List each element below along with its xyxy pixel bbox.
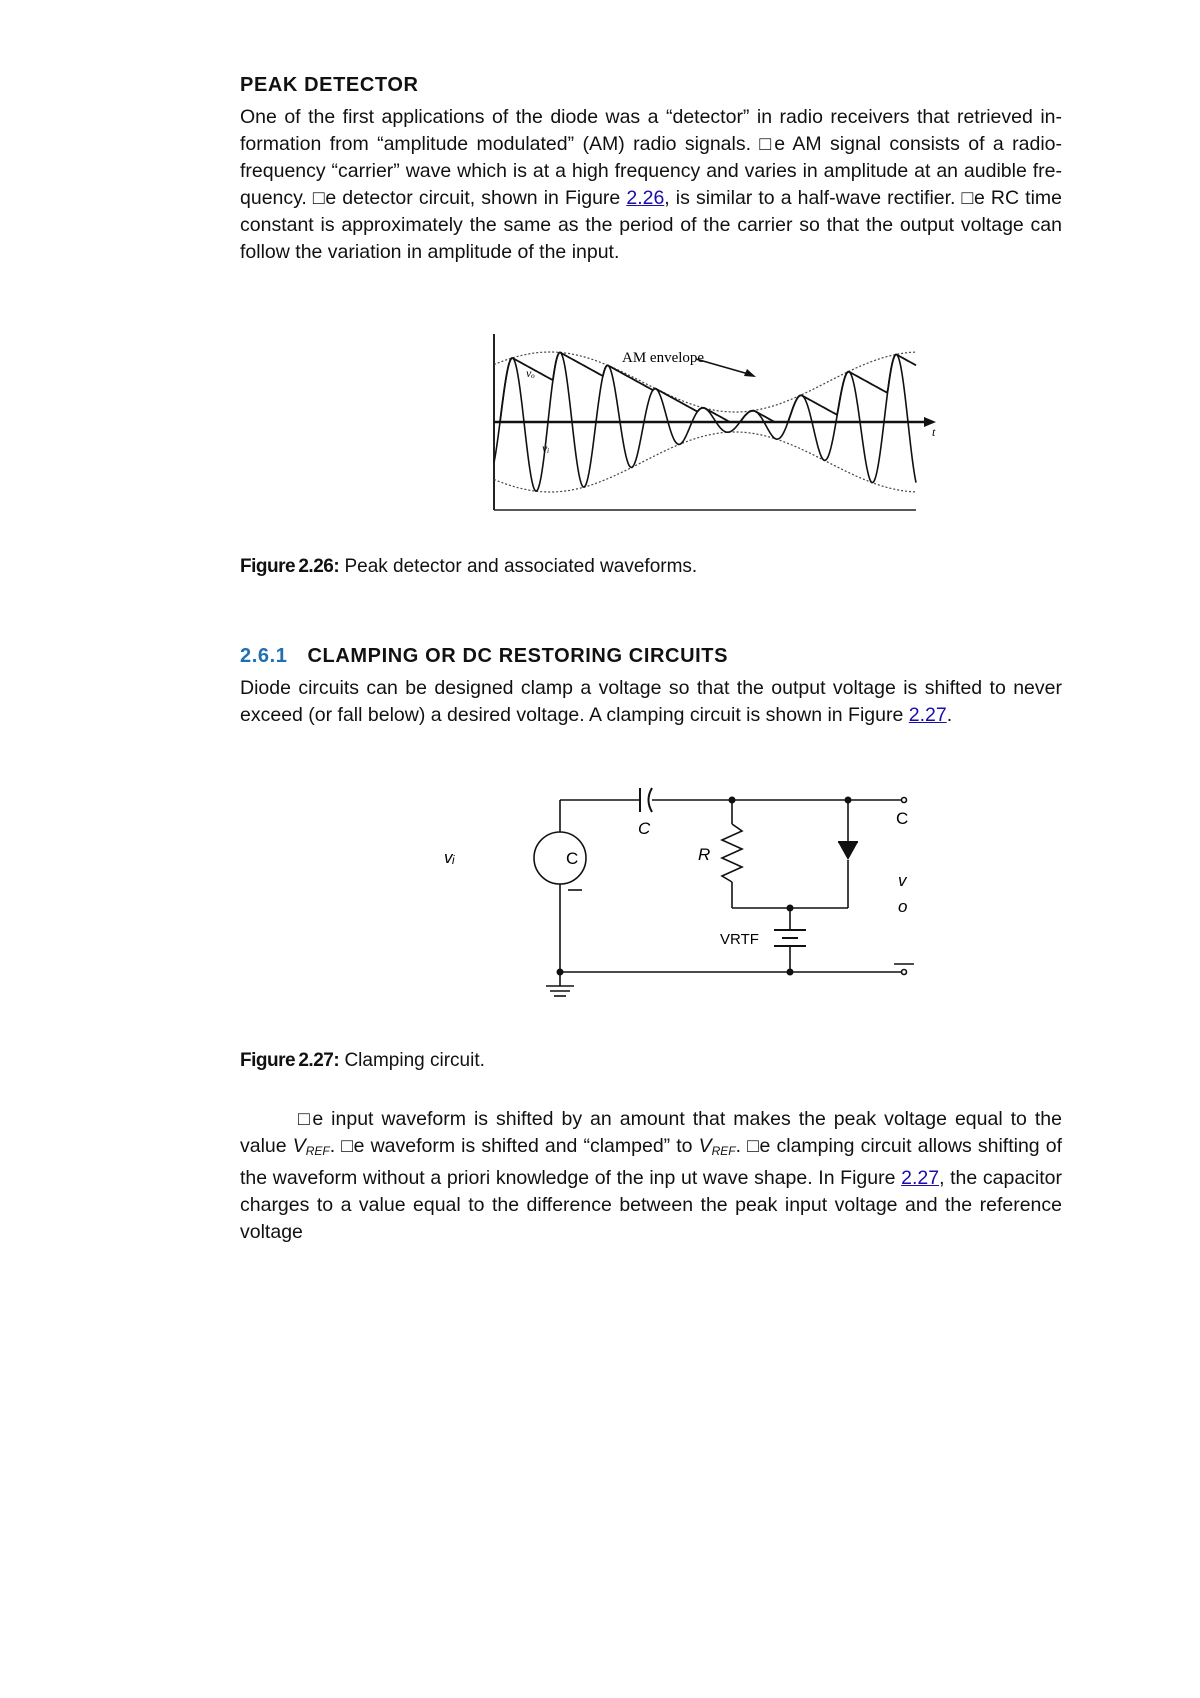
source-label: C (566, 849, 579, 868)
capacitor-label: C (638, 819, 651, 838)
am-waveform-figure (490, 332, 950, 514)
body-paragraph (240, 104, 1062, 266)
symbol-subscript: REF (711, 1144, 736, 1158)
paragraph-text: . □e waveform is shifted and “clamped” to (329, 1135, 699, 1157)
caption-text: Clamping circuit. (339, 1050, 485, 1071)
paragraph-text: , the capacitor charges to a value equal to the difference between the peak input voltage and the reference voltage (240, 1167, 1062, 1243)
vi-label: vᵢ (542, 441, 550, 455)
vo-label: vₒ (526, 366, 535, 380)
envelope-arrowhead (744, 369, 756, 377)
clamping-circuit-figure (440, 786, 920, 1016)
section-heading: PEAK DETECTOR (240, 74, 419, 96)
caption-text: Peak detector and associated waveforms. (339, 556, 698, 577)
envelope-label: AM envelope (622, 350, 705, 366)
caption-label: Figure 2.26: (240, 556, 340, 577)
paragraph-text: , is similar to a half-wave rectifier. □e RC time constant is approximately the same as the period of the carrier so that the output voltage can follow the variation in amplitude of the input. (240, 187, 1062, 263)
paragraph-text: . (946, 704, 953, 726)
symbol-subscript: REF (305, 1144, 330, 1158)
section-heading: CLAMPING OR DC RESTORING CIRCUITS (307, 645, 729, 667)
section-number: 2.6.1 (240, 645, 288, 667)
vref-label: VRTF (720, 931, 759, 948)
diode-symbol (838, 842, 858, 860)
paragraph-text: One of the first applications of the diode was a “detector” in radio receivers that retrieved in- formation from “amplitude modulated” (AM) radio signals. □e AM signal consists of a radio- frequency “carrier” wave which is at a high frequency and varies in amplitude at an audible fre- quency. □e detector circuit, shown in Figure (240, 106, 1062, 209)
paragraph-text: . □e clamping circuit allows shifting of the waveform without a priori knowledge of the inp ut wave shape. In Figure (240, 1135, 1062, 1189)
envelope-arrow (696, 359, 752, 375)
junction-dot (787, 905, 794, 912)
symbol: V (292, 1135, 306, 1157)
junction-dot (729, 797, 736, 804)
output-o-label: o (898, 897, 908, 916)
section-clamping (240, 645, 1062, 729)
t-label: t (932, 425, 936, 439)
lower-envelope (494, 432, 916, 492)
symbol: V (698, 1135, 712, 1157)
section-peak-detector (240, 74, 1062, 266)
resistor-label: R (698, 845, 711, 864)
figure-link[interactable]: 2.27 (901, 1167, 940, 1189)
figure-link[interactable]: 2.26 (626, 187, 665, 209)
junction-dot (845, 797, 852, 804)
junction-dot (557, 969, 564, 976)
caption-label: Figure 2.27: (240, 1050, 340, 1071)
section-clamp-explanation (240, 1106, 1062, 1246)
paragraph-text: □e input waveform is shifted by an amount that makes the peak voltage equal to the value (240, 1108, 1062, 1157)
figure-link[interactable]: 2.27 (908, 704, 947, 726)
vi-label: vᵢ (444, 848, 455, 867)
detected-output (494, 352, 916, 422)
body-paragraph (240, 675, 1062, 729)
output-v-label: v (898, 871, 907, 890)
paragraph-text: Diode circuits can be designed clamp a voltage so that the output voltage is shifted to never exceed (or fall below) a desired voltage. A clamping circuit is shown in Figure (240, 677, 1062, 726)
figure-caption (240, 1050, 1062, 1072)
junction-dot (787, 969, 794, 976)
output-top-label: C (896, 809, 909, 828)
body-paragraph (240, 1106, 1062, 1246)
figure-caption (240, 556, 1062, 578)
